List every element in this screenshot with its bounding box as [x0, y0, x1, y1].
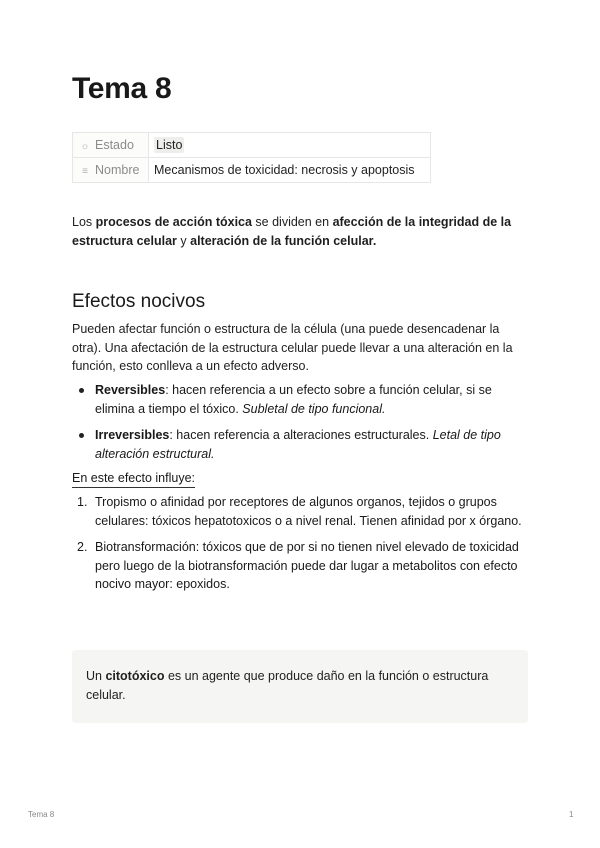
bullet-icon: [79, 433, 84, 438]
section-paragraph: Pueden afectar función o estructura de la célula (una puede desencadenar la otra). Una afectación de la estructura celular puede llevar a una alteración en la función, esto conlleva a un efecto adverso.: [72, 322, 513, 373]
bullet-icon: [79, 388, 84, 393]
text-run: y: [176, 233, 191, 248]
bold-run: Irreversibles: [95, 428, 170, 442]
text-run: : hacen referencia a alteraciones estructurales.: [169, 428, 433, 442]
list-number: 1.: [77, 495, 88, 509]
property-key-label: Nombre: [95, 163, 140, 177]
text-run: es un agente que produce daño en la función o estructura celular.: [86, 669, 489, 702]
page-number: 1: [569, 810, 574, 819]
property-key-label: Estado: [95, 138, 134, 152]
property-row-estado: [73, 133, 431, 158]
bold-run: afección de la integridad de la estructura celular: [72, 215, 512, 248]
text-run: Un: [86, 669, 106, 683]
list-number: 2.: [77, 540, 88, 554]
bold-run: citotóxico: [105, 669, 165, 683]
underlined-note: En este efecto influye:: [72, 469, 195, 488]
property-key: [73, 133, 149, 158]
text-run: se dividen en: [251, 215, 333, 229]
list-item: [72, 381, 530, 418]
list-item-text: Tropismo o afinidad por receptores de algunos organos, tejidos o grupos celulares: tóxicos hepatotoxicos o a nivel renal. Tienen afinidad por x órgano.: [95, 495, 522, 528]
text-run: Los: [72, 215, 96, 229]
property-value[interactable]: [149, 158, 431, 183]
bullet-list: [72, 381, 530, 471]
properties-table: [72, 132, 431, 183]
callout-block: [72, 650, 528, 723]
list-item: [72, 538, 530, 594]
page-title: Tema 8: [72, 72, 172, 105]
italic-run: Subletal de tipo funcional.: [242, 401, 386, 416]
bold-run: Reversibles: [95, 383, 166, 397]
property-key: [73, 158, 149, 183]
status-badge[interactable]: Listo: [156, 138, 183, 152]
list-item-text: Biotransformación: tóxicos que de por si no tienen nivel elevado de toxicidad pero luego de la biotransformación puede dar lugar a metabolitos con efecto nocivo mayor: epoxidos.: [95, 540, 519, 591]
loading-spinner-icon: ☼: [80, 141, 90, 152]
text-run: : hacen referencia a un efecto sobre a función celular, si se elimina a tiempo el tóxico.: [95, 383, 492, 416]
bold-run: procesos de acción tóxica: [95, 215, 252, 229]
section-heading: Efectos nocivos: [72, 291, 206, 312]
property-row-nombre: [73, 158, 431, 183]
italic-run: Letal de tipo alteración estructural.: [95, 428, 501, 461]
list-item: [72, 426, 530, 463]
intro-paragraph: [72, 213, 530, 250]
text-lines-icon: ≡: [82, 166, 88, 177]
numbered-list: [72, 493, 530, 602]
property-value[interactable]: [149, 133, 431, 158]
footer-title: Tema 8: [28, 810, 55, 819]
property-value-text[interactable]: Mecanismos de toxicidad: necrosis y apoptosis: [154, 163, 415, 177]
bold-run: alteración de la función celular.: [190, 233, 377, 248]
list-item: [72, 493, 530, 530]
